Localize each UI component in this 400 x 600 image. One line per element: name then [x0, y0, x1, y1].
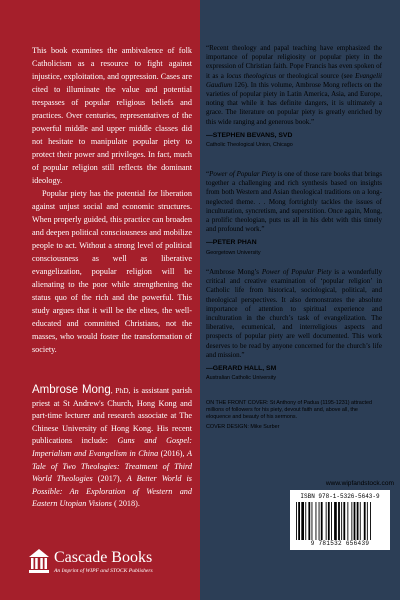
publisher-logo	[28, 548, 196, 578]
quote-text: “	[206, 170, 210, 178]
author-name: Ambrose Mong	[32, 384, 111, 396]
cover-design-credit: COVER DESIGN: Mike Surber	[206, 424, 280, 431]
book-title: A Tale of Two Theologies: Treatment of Third World Theologies	[32, 448, 192, 484]
quote-italic-text: Power of Popular Piety	[261, 268, 332, 276]
reviewer-affiliation: Australian Catholic University	[206, 375, 277, 382]
quote-text: is a wonderfully critical and creative examination of ‘popular religion’ in Catholic life from historical, sociological, political, and theological perspectives. It also demonstrates the absolute importance of attention to spiritual experience and inculturation in the church’s task of evangelization. The liberative, ecumenical, and interreligious aspects and prospects of popular piety are well documented. This work deserves to be read by anyone concerned for the church’s life and mission.”	[206, 268, 382, 359]
review	[206, 268, 382, 383]
publisher-website[interactable]: www.wipfandstock.com	[325, 480, 394, 487]
review-quote	[206, 44, 382, 127]
quote-text: is one of those rare books that brings together a challenging and rich synthesis based on insights from both Western and Asian theological traditions on a long-neglected theme. . . Mong fortrightly tackles the issues of inculturation, syncretism, and superstition. Once again, Mong, a prolific theologian, puts us all in his debt with this timely and profound work.”	[206, 170, 382, 234]
reviewer-affiliation: Catholic Theological Union, Chicago	[206, 142, 293, 149]
reviewer-name: —GERARD HALL, SM	[206, 365, 277, 373]
review	[206, 170, 382, 258]
author-degree: , PhD,	[110, 386, 131, 395]
publisher-tagline: An Imprint of WIPF and STOCK Publishers	[54, 568, 153, 574]
review-quote	[206, 268, 382, 360]
isbn-barcode	[290, 490, 390, 550]
book-title: Guns and Gospel: Imperialism and Evangelism in China	[32, 436, 192, 458]
barcode-digits: 9 781532 656439	[310, 540, 370, 547]
review-quote	[206, 170, 382, 234]
author-bio	[32, 384, 192, 511]
publisher-name: Cascade Books	[54, 549, 153, 566]
temple-logo-icon	[28, 548, 50, 574]
quote-italic-text: Power of Popular Piety	[209, 170, 276, 178]
description-paragraph: This book examines the ambivalence of folk Catholicism as a resource to fight against injustice, exploitation, and oppression. Cases are cited to illuminate the value and potential trespasses of popular religious beliefs and practices. Over centuries, representatives of the powerful middle and upper middle classes did not hesitate to manipulate popular piety to protect their power and privileges. In fact, much of popular religion still reflects the dominant ideology.	[32, 46, 192, 185]
reviewer-name: —PETER PHAN	[206, 239, 257, 247]
review	[206, 44, 382, 150]
author-bio-text: ( 2018).	[111, 499, 140, 509]
quote-text: “Ambrose Mong’s	[206, 268, 262, 276]
cover-credits	[206, 400, 382, 435]
quote-text: or theological source (see	[276, 71, 356, 80]
author-bio-text: is assistant parish priest at St Andrew's Church, Hong Kong and part-time lecturer and research associate at The Chinese University of Hong Kong. His recent publications include:	[32, 386, 192, 446]
reviewer-name: —STEPHEN BEVANS, SVD	[206, 131, 293, 139]
isbn-label: ISBN 978-1-5326-5643-9	[300, 493, 380, 500]
reviewer-affiliation: Georgetown University	[206, 249, 261, 256]
quote-italic-text: Evangelii Gaudium	[206, 71, 382, 89]
description-paragraph: Popular piety has the potential for liberation against unjust social and economic structures. When properly guided, this practice can broaden and deepen political consciousness and mobilize people to act. Without a strong level of political consciousness as well as liberative evangelization, popular religion will be alienating to the poor while strengthening the status quo of the rich and the powerful. This study argues that it will be the elites, the well-educated and committed Christians, not the masses, who would foster the transformation of society.	[32, 189, 192, 354]
book-title: A Better World is Possible: An Exploration of Western and Eastern Utopian Visions	[32, 474, 192, 509]
book-description	[32, 44, 192, 356]
quote-text: “Recent theology and papal teaching have emphasized the importance of popular religiosity or popular piety in the expression of Christian faith. Pope Francis has even spoken of it as a	[206, 44, 382, 80]
quote-text: 126). In this volume, Ambrose Mong reflects on the varieties of popular piety in Latin America, Asia, and Europe, noting that while it has definite dangers, it is ultimately a grace. The literature on popular piety is greatly enriched by this wide ranging and generous book.”	[206, 80, 382, 126]
quote-italic-text: locus theologicus	[226, 71, 277, 80]
author-bio-text: (2017),	[92, 474, 127, 484]
author-bio-text: (2016),	[158, 448, 187, 458]
cover-art-credit: ON THE FRONT COVER: St Anthony of Padua (1195-1231) attracted millions of followers for his piety, devout faith and, above all, the eloquence and beauty of his sermons.	[206, 400, 372, 420]
barcode-icon	[294, 502, 386, 540]
